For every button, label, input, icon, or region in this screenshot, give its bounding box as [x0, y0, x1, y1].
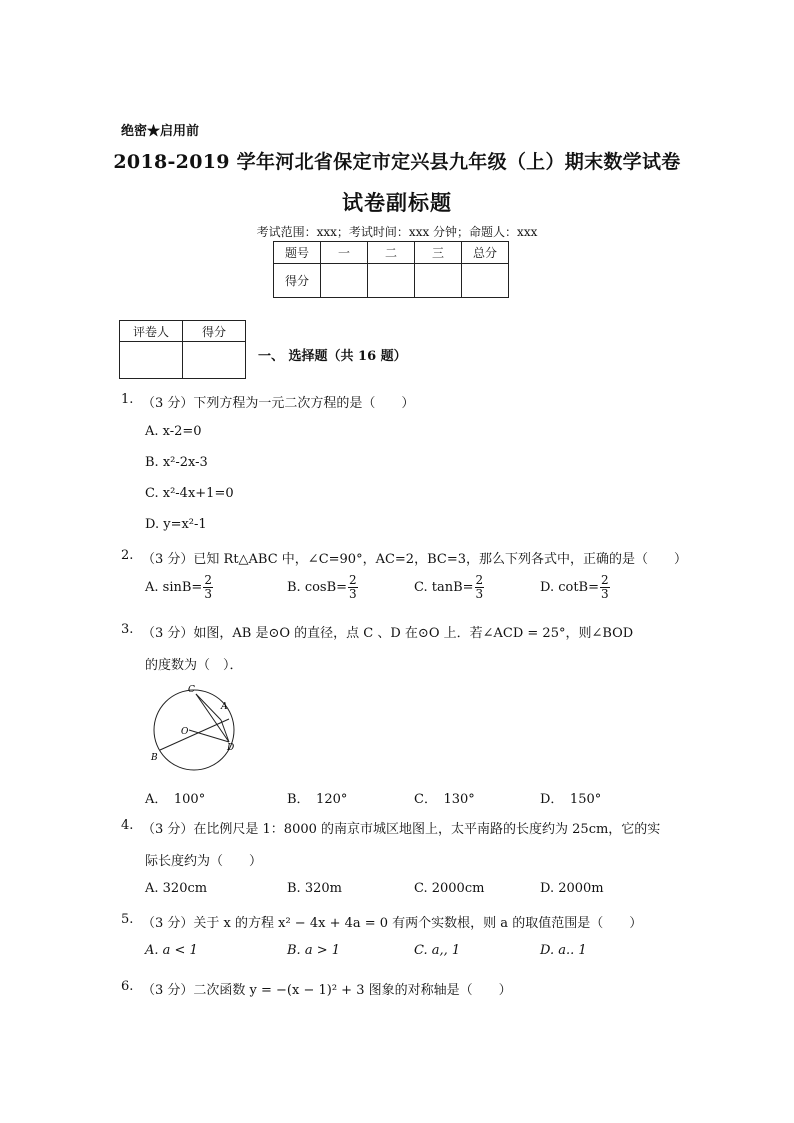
grader-header-cell: 得分	[183, 321, 246, 342]
fraction-denominator: 3	[475, 587, 484, 601]
question-text: （3 分）已知 Rt△ABC 中，∠C=90°，AC=2，BC=3，那么下列各式中，正确的是（ ）	[142, 552, 687, 567]
option-label: A. sinB=	[145, 580, 203, 595]
exam-subtitle: 试卷副标题	[342, 190, 452, 215]
option-b[interactable]: B. x²-2x-3	[145, 455, 208, 470]
question-text: （3 分）下列方程为一元二次方程的是（ ）	[142, 396, 415, 411]
question-text: （3 分）关于 x 的方程 x² − 4x + 4a = 0 有两个实数根，则 a 的取值范围是（ ）	[142, 916, 643, 931]
option-a[interactable]: A. a < 1	[145, 943, 198, 958]
option-label: B. cosB=	[287, 580, 348, 595]
fraction-numerator: 2	[601, 573, 609, 587]
exam-title: 2018-2019 学年河北省保定市定兴县九年级（上）期末数学试卷	[113, 151, 681, 173]
question-number: 2.	[121, 548, 134, 563]
score-header-cell: 三	[415, 242, 462, 264]
score-header-cell: 一	[321, 242, 368, 264]
fraction	[600, 574, 610, 601]
fraction	[203, 574, 213, 601]
point-label: C	[188, 685, 195, 695]
option-d[interactable]: D． 150°	[540, 792, 602, 807]
option-a[interactable]: A. 320cm	[145, 881, 208, 896]
secret-label: 绝密★启用前	[121, 124, 200, 139]
question-number: 5.	[121, 912, 134, 927]
score-cell[interactable]	[368, 264, 415, 298]
score-header-cell: 题号	[274, 242, 321, 264]
question-text-continued: 际长度约为（ ）	[145, 854, 263, 869]
score-header-cell: 总分	[462, 242, 509, 264]
option-b[interactable]: B． 120°	[287, 792, 348, 807]
option-d[interactable]: D. a.. 1	[540, 943, 587, 958]
section-title: 一、 选择题（共 16 题）	[258, 349, 407, 364]
option-label: D. cotB=	[540, 580, 600, 595]
exam-info: 考试范围：xxx；考试时间：xxx 分钟；命题人：xxx	[256, 225, 538, 239]
question-text: （3 分）二次函数 y = −(x − 1)² + 3 图象的对称轴是（ ）	[142, 983, 512, 998]
fraction-denominator: 3	[204, 587, 212, 601]
fraction-denominator: 3	[601, 587, 609, 601]
option-b[interactable]: B. 320m	[287, 881, 342, 896]
option-d[interactable]: D. 2000m	[540, 881, 604, 896]
fraction-numerator: 2	[475, 573, 484, 587]
score-row-label: 得分	[274, 264, 321, 298]
score-cell[interactable]	[415, 264, 462, 298]
score-cell[interactable]	[462, 264, 509, 298]
fraction-denominator: 3	[349, 587, 357, 601]
score-table	[273, 241, 509, 298]
point-label: B	[151, 753, 158, 763]
question-number: 3.	[121, 622, 134, 637]
option-label: C. tanB=	[414, 580, 474, 595]
option-b[interactable]	[287, 574, 358, 601]
option-c[interactable]: C. 2000cm	[414, 881, 485, 896]
fraction	[348, 574, 358, 601]
question-text: （3 分）在比例尺是 1：8000 的南京市城区地图上，太平南路的长度约为 25cm，它的实	[142, 822, 661, 837]
point-label: D	[227, 743, 235, 753]
option-a[interactable]: A. x-2=0	[145, 424, 202, 439]
fraction	[475, 574, 485, 601]
option-b[interactable]: B. a > 1	[287, 943, 340, 958]
option-c[interactable]: C． 130°	[414, 792, 475, 807]
question-text: （3 分）如图，AB 是⊙O 的直径，点 C 、D 在⊙O 上．若∠ACD = 25°，则∠BOD	[142, 626, 634, 641]
question-number: 4.	[121, 818, 134, 833]
option-a[interactable]	[145, 574, 213, 601]
option-c[interactable]: C. x²-4x+1=0	[145, 486, 234, 501]
circle-figure	[143, 682, 253, 777]
question-number: 1.	[121, 392, 134, 407]
grader-cell[interactable]	[183, 342, 246, 379]
question-text-continued: 的度数为（ ）．	[145, 658, 243, 673]
score-cell[interactable]	[321, 264, 368, 298]
score-header-cell: 二	[368, 242, 415, 264]
grader-table	[119, 320, 246, 379]
fraction-numerator: 2	[349, 573, 357, 587]
question-number: 6.	[121, 979, 134, 994]
option-d[interactable]: D. y=x²-1	[145, 517, 207, 532]
option-d[interactable]	[540, 574, 610, 601]
grader-header-cell: 评卷人	[120, 321, 183, 342]
fraction-numerator: 2	[204, 573, 212, 587]
option-c[interactable]: C. a,, 1	[414, 943, 461, 958]
grader-cell[interactable]	[120, 342, 183, 379]
option-a[interactable]: A． 100°	[145, 792, 206, 807]
point-label: A	[221, 702, 228, 712]
option-c[interactable]	[414, 574, 484, 601]
point-label: O	[181, 727, 189, 737]
